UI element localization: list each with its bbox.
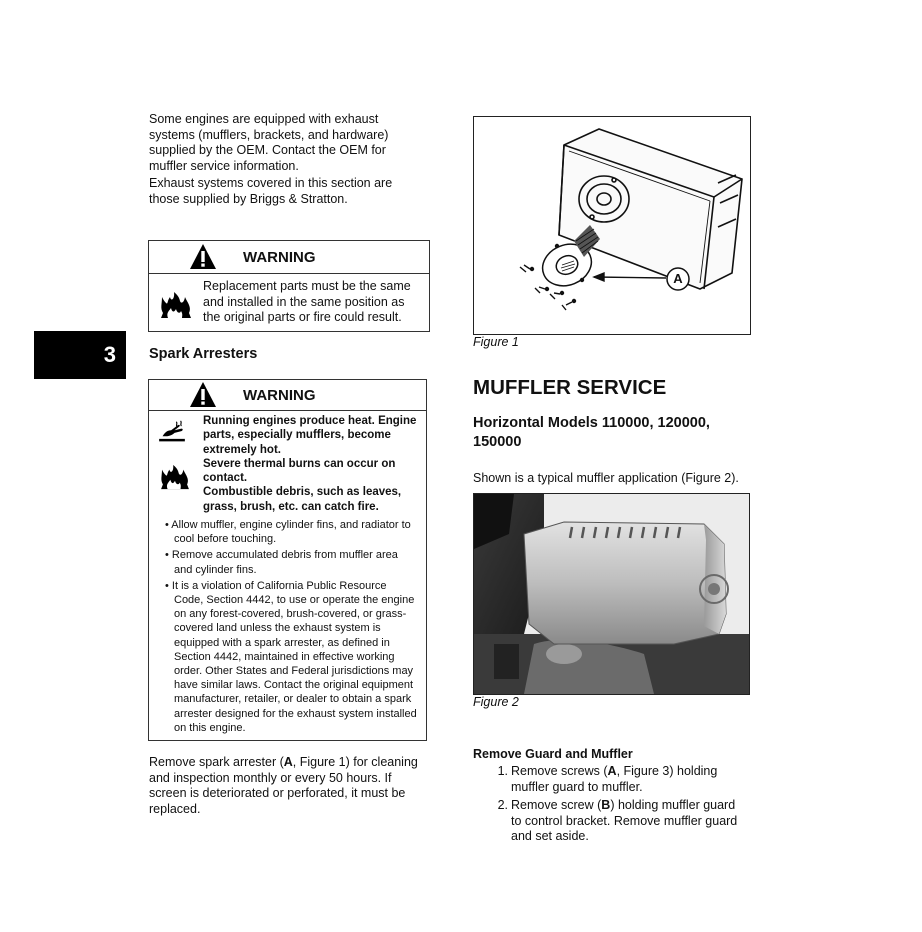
intro-paragraph-1: Some engines are equipped with exhaust systems (mufflers, brackets, and hardware) supplied by the OEM. Contact the OEM for muffler service information.: [149, 112, 389, 173]
warning-bullets: [157, 518, 427, 737]
bullet-item: • It is a violation of California Public Resource Code, Section 4442, to use or operate the engine on any forest-covered, brush-covered, or grass- covered land unless the exhaust system is equipped with a spark arrester, as defined in Section 4442, maintained in effective working order. Other States and Federal jurisdictions may have similar laws. Contact the original equipment manufacturer, retailer, or dealer to obtain a spark arrester designed for the exhaust system installed on this engine.: [165, 579, 417, 734]
warning-box-replacement-parts: [148, 240, 430, 332]
horizontal-models-heading: Horizontal Models 110000, 120000, 150000: [473, 415, 710, 450]
muffler-service-title: MUFFLER SERVICE: [473, 376, 667, 399]
intro-paragraph-2: Exhaust systems covered in this section are those supplied by Briggs & Stratton.: [149, 176, 393, 206]
bullet-item: • Remove accumulated debris from muffler area and cylinder fins.: [165, 549, 398, 576]
muffler-photo: [474, 494, 749, 694]
warning-header-2: WARNING: [149, 380, 426, 411]
figure-2-muffler-photo: [473, 493, 750, 695]
figure-1-muffler-drawing: [473, 116, 751, 335]
intro-text: [149, 112, 439, 207]
hot-surface-hand-icon: [157, 420, 187, 444]
list-item: 1. Remove screws (A, Figure 3) holding muffler guard to muffler.: [497, 764, 718, 794]
figure-1-caption: Figure 1: [473, 335, 519, 349]
spark-arresters-heading: Spark Arresters: [149, 346, 258, 362]
bullet-item: • Allow muffler, engine cylinder fins, and radiator to cool before touching.: [165, 519, 411, 546]
warning-bold-text: Running engines produce heat. Engine parts, especially mufflers, become extremely hot. Severe thermal burns can occur on contact. Combustible debris, such as leaves, grass, brush, etc. can catch fire.: [203, 415, 417, 513]
callout-a-label: A: [673, 271, 683, 286]
warning-triangle-icon: [189, 243, 217, 271]
spark-arrester-paragraph: Remove spark arrester (A, Figure 1) for cleaning and inspection monthly or every 50 hours. If screen is deteriorated or perforated, it must be replaced.: [149, 755, 418, 816]
list-item: 2. Remove screw (B) holding muffler guard to control bracket. Remove muffler guard and set aside.: [497, 798, 738, 843]
remove-guard-heading: Remove Guard and Muffler: [473, 747, 633, 761]
typical-application-text: Shown is a typical muffler application (Figure 2).: [473, 471, 739, 485]
warning-triangle-icon: [189, 381, 217, 409]
steps-list: [494, 764, 754, 845]
fire-icon: [159, 464, 191, 490]
figure-2-caption: Figure 2: [473, 695, 519, 709]
warning-box-heat: [148, 379, 427, 741]
warning-text: Replacement parts must be the same and installed in the same position as the original parts or fire could result.: [203, 279, 411, 324]
warning-header: WARNING: [149, 241, 429, 274]
chapter-tab: 3: [34, 331, 126, 379]
muffler-line-drawing: [474, 117, 750, 334]
fire-icon: [159, 291, 193, 319]
